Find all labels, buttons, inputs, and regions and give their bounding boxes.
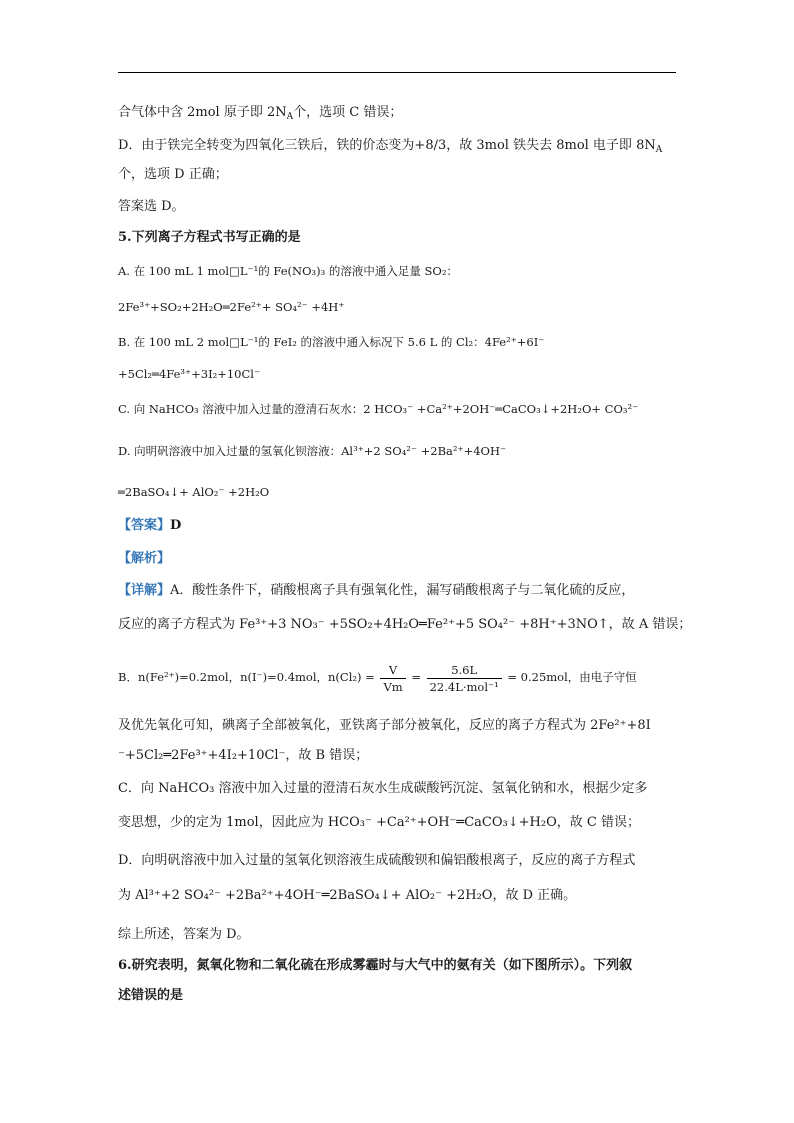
option-b-line2: +5Cl₂═4Fe³⁺+3I₂+10Cl⁻ <box>118 367 261 381</box>
detail-d-line2: 为 Al³⁺+2 SO₄²⁻ +2Ba²⁺+4OH⁻═2BaSO₄↓+ AlO₂⁻ +2H₂O，故 D 正确。 <box>118 888 577 903</box>
fraction-value: $\frac{5.6L}{\text{22.4L·mol⁻¹}}$ <box>427 662 502 695</box>
text-line: 个，选项 D 正确； <box>118 167 228 182</box>
detail-b-line2: 及优先氧化可知，碘离子全部被氧化，亚铁离子部分被氧化，反应的离子方程式为 2Fe²⁺+8I <box>118 718 651 733</box>
option-a-line1: A. 在 100 mL 1 mol□L⁻¹的 Fe(NO₃)₃ 的溶液中通入足量 SO₂： <box>118 264 458 278</box>
detail-c-line2: 变思想，少的定为 1mol，因此应为 HCO₃⁻ +Ca²⁺+OH⁻═CaCO₃↓+H₂O，故 C 错误； <box>118 815 640 830</box>
question-5-title: 5.下列离子方程式书写正确的是 <box>118 230 301 245</box>
option-c-line: C. 向 NaHCO₃ 溶液中加入过量的澄清石灰水：2 HCO₃⁻ +Ca²⁺+2OH⁻═CaCO₃↓+2H₂O+ CO₃²⁻ <box>118 402 639 416</box>
detail-a-line2: 反应的离子方程式为 Fe³⁺+3 NO₃⁻ +5SO₂+4H₂O═Fe²⁺+5 SO₄²⁻ +8H⁺+3NO↑，故 A 错误； <box>118 617 692 632</box>
option-a-line2: 2Fe³⁺+SO₂+2H₂O═2Fe²⁺+ SO₄²⁻ +4H⁺ <box>118 300 345 314</box>
detail-b-line1: B．n(Fe²⁺)=0.2mol，n(I⁻)=0.4mol，n(Cl₂) = $\frac{V}{Vm}$ = $\frac{5.6L}{\text{22.4L·mol⁻¹}}$ = 0.25mol，由电子守恒 <box>118 662 637 694</box>
detail-d-line1: D．向明矾溶液中加入过量的氢氧化钡溶液生成硫酸钡和偏铝酸根离子，反应的离子方程式 <box>118 853 636 868</box>
text-line: 答案选 D。 <box>118 199 185 214</box>
option-d-line1: D. 向明矾溶液中加入过量的氢氧化钡溶液：Al³⁺+2 SO₄²⁻ +2Ba²⁺+4OH⁻ <box>118 444 507 458</box>
detail-c-line1: C．向 NaHCO₃ 溶液中加入过量的澄清石灰水生成碳酸钙沉淀、氢氧化钠和水，根据少定多 <box>118 781 648 796</box>
analysis-tag: 【解析】 <box>118 551 171 566</box>
text-line: D．由于铁完全转变为四氧化三铁后，铁的价态变为+8/3，故 3mol 铁失去 8mol 电子即 $8N_A$ <box>118 138 663 155</box>
question-6-line1: 6.研究表明，氮氧化物和二氧化硫在形成雾霾时与大气中的氨有关（如下图所示）。下列叙 <box>118 958 633 973</box>
answer-line: 【答案】D <box>118 518 182 533</box>
option-b-line1: B. 在 100 mL 2 mol□L⁻¹的 FeI₂ 的溶液中通入标况下 5.6 L 的 Cl₂：4Fe²⁺+6I⁻ <box>118 335 545 349</box>
text-line: 合气体中含 2mol 原子即 $2N_A$个，选项 C 错误； <box>118 105 403 122</box>
summary-line: 综上所述，答案为 D。 <box>118 927 250 942</box>
detail-a-line1: 【详解】A．酸性条件下，硝酸根离子具有强氧化性，漏写硝酸根离子与二氧化硫的反应， <box>118 583 635 598</box>
header-rule <box>118 72 676 73</box>
fraction-v-vm: $\frac{V}{Vm}$ <box>380 662 405 695</box>
question-6-line2: 述错误的是 <box>118 988 184 1003</box>
option-d-line2: ═2BaSO₄↓+ AlO₂⁻ +2H₂O <box>118 485 270 499</box>
detail-b-line3: ⁻+5Cl₂═2Fe³⁺+4I₂+10Cl⁻，故 B 错误； <box>118 748 369 763</box>
